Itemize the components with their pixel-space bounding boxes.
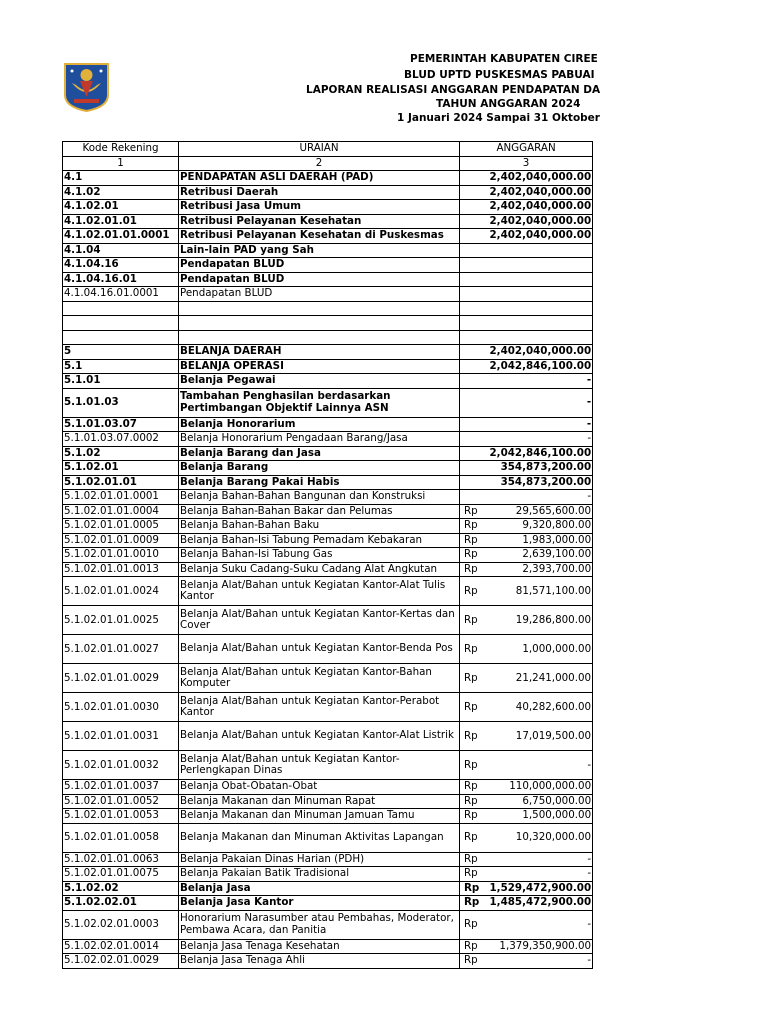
cell-kode-rekening: 5.1.02.01 [63, 461, 179, 476]
cell-uraian: Belanja Jasa Kantor [179, 896, 460, 911]
header-government-name: PEMERINTAH KABUPATEN CIREE [410, 53, 598, 65]
cell-kode-rekening: 5.1.01.03.07 [63, 417, 179, 432]
table-row [63, 910, 593, 939]
table-row [63, 345, 593, 360]
cell-uraian: Pendapatan BLUD [179, 287, 460, 302]
cell-currency: Rp [460, 504, 489, 519]
table-row [63, 432, 593, 447]
cell-anggaran: 2,402,040,000.00 [489, 345, 592, 358]
table-row [63, 374, 593, 389]
cell-anggaran: 2,402,040,000.00 [489, 200, 592, 213]
table-row [63, 490, 593, 505]
cell-currency [460, 432, 489, 447]
regency-emblem-logo [62, 61, 111, 113]
cell-currency: Rp [460, 577, 489, 606]
cell-kode-rekening: 5.1.02 [63, 446, 179, 461]
cell-kode-rekening: 5.1.02.01.01.0025 [63, 606, 179, 635]
cell-currency [460, 185, 489, 200]
cell-currency [460, 461, 489, 476]
cell-anggaran [489, 272, 593, 287]
table-row [63, 823, 593, 852]
cell-uraian: Belanja Jasa Tenaga Ahli [179, 954, 460, 969]
cell-uraian: Belanja Honorarium [179, 417, 460, 432]
cell-uraian: Lain-lain PAD yang Sah [179, 243, 460, 258]
cell-anggaran: 2,402,040,000.00 [489, 229, 592, 242]
cell-currency [460, 417, 489, 432]
cell-uraian: Retribusi Pelayanan Kesehatan [179, 214, 460, 229]
cell-currency: Rp [460, 867, 489, 882]
table-row [63, 214, 593, 229]
cell-kode-rekening: 4.1.04 [63, 243, 179, 258]
cell-kode-rekening: 5.1.02.01.01.0037 [63, 780, 179, 795]
table-row [63, 635, 593, 664]
cell-currency: Rp [460, 606, 489, 635]
cell-anggaran: - [489, 432, 593, 447]
cell-anggaran: 2,393,700.00 [489, 562, 593, 577]
cell-currency: Rp [460, 635, 489, 664]
cell-anggaran: 110,000,000.00 [489, 780, 593, 795]
table-row [63, 896, 593, 911]
cell-uraian: Belanja Pakaian Batik Tradisional [179, 867, 460, 882]
cell-kode-rekening [63, 316, 179, 331]
cell-currency: Rp [460, 823, 489, 852]
cell-anggaran: 6,750,000.00 [489, 794, 593, 809]
table-row [63, 287, 593, 302]
cell-kode-rekening: 5.1.02.01.01.0010 [63, 548, 179, 563]
cell-anggaran: 1,379,350,900.00 [489, 939, 593, 954]
table-row [63, 475, 593, 490]
cell-uraian: Belanja Honorarium Pengadaan Barang/Jasa [179, 432, 460, 447]
cell-anggaran [489, 316, 593, 331]
cell-kode-rekening: 5.1.02.01.01.0052 [63, 794, 179, 809]
table-row [63, 794, 593, 809]
table-row [63, 954, 593, 969]
cell-kode-rekening: 5.1.02.01.01.0027 [63, 635, 179, 664]
cell-kode-rekening: 5.1.02.02.01.0003 [63, 910, 179, 939]
cell-anggaran [489, 330, 593, 345]
cell-anggaran: 40,282,600.00 [489, 693, 593, 722]
table-row [63, 388, 593, 417]
cell-kode-rekening [63, 330, 179, 345]
cell-kode-rekening: 5.1.02.01.01.0024 [63, 577, 179, 606]
cell-currency [460, 214, 489, 229]
cell-anggaran: 19,286,800.00 [489, 606, 593, 635]
cell-uraian: Belanja Alat/Bahan untuk Kegiatan Kantor-Kertas dan Cover [179, 606, 460, 635]
cell-currency [460, 287, 489, 302]
table-row [63, 577, 593, 606]
cell-uraian: Retribusi Pelayanan Kesehatan di Puskesmas [179, 229, 460, 244]
cell-currency: Rp [460, 548, 489, 563]
cell-uraian: Tambahan Penghasilan berdasarkan Pertimbangan Objektif Lainnya ASN [179, 388, 460, 417]
cell-anggaran [489, 301, 593, 316]
table-row [63, 751, 593, 780]
cell-uraian: Belanja Obat-Obatan-Obat [179, 780, 460, 795]
table-row [63, 229, 593, 244]
cell-kode-rekening: 5.1.02.01.01.0032 [63, 751, 179, 780]
cell-anggaran: 81,571,100.00 [489, 577, 593, 606]
cell-anggaran: 2,402,040,000.00 [489, 185, 592, 198]
cell-currency: Rp [460, 794, 489, 809]
cell-uraian: Belanja Bahan-Bahan Bangunan dan Konstruksi [179, 490, 460, 505]
column-number-3: 3 [460, 156, 593, 171]
cell-kode-rekening: 5.1 [63, 359, 179, 374]
cell-anggaran: 29,565,600.00 [489, 504, 593, 519]
cell-currency [460, 316, 489, 331]
cell-uraian: Belanja Alat/Bahan untuk Kegiatan Kantor-Perabot Kantor [179, 693, 460, 722]
cell-currency: Rp [460, 896, 489, 911]
cell-uraian: Pendapatan BLUD [179, 258, 460, 273]
cell-currency [460, 388, 489, 417]
cell-currency: Rp [460, 664, 489, 693]
cell-currency: Rp [460, 533, 489, 548]
table-row [63, 446, 593, 461]
cell-currency: Rp [460, 562, 489, 577]
cell-anggaran: - [489, 374, 593, 389]
table-row [63, 881, 593, 896]
cell-currency [460, 272, 489, 287]
cell-currency: Rp [460, 751, 489, 780]
cell-anggaran [489, 243, 593, 258]
cell-anggaran: - [489, 490, 593, 505]
cell-currency: Rp [460, 852, 489, 867]
cell-uraian: BELANJA OPERASI [179, 359, 460, 374]
cell-uraian: BELANJA DAERAH [179, 345, 460, 360]
cell-currency [460, 229, 489, 244]
cell-anggaran: 354,873,200.00 [489, 461, 593, 476]
cell-kode-rekening: 4.1.04.16.01 [63, 272, 179, 287]
cell-kode-rekening: 5.1.02.01.01.0053 [63, 809, 179, 824]
cell-kode-rekening: 5.1.02.01.01.0031 [63, 722, 179, 751]
table-row [63, 316, 593, 331]
cell-anggaran: - [489, 751, 593, 780]
cell-kode-rekening: 5.1.01.03 [63, 388, 179, 417]
table-row [63, 417, 593, 432]
cell-anggaran: 21,241,000.00 [489, 664, 593, 693]
cell-uraian: Belanja Alat/Bahan untuk Kegiatan Kantor-Alat Tulis Kantor [179, 577, 460, 606]
cell-kode-rekening [63, 301, 179, 316]
table-row [63, 852, 593, 867]
table-row [63, 185, 593, 200]
cell-kode-rekening: 5.1.02.02.01.0014 [63, 939, 179, 954]
cell-currency [460, 359, 489, 374]
cell-anggaran: 1,529,472,900.00 [489, 881, 592, 894]
cell-anggaran: - [489, 417, 593, 432]
cell-uraian: Belanja Alat/Bahan untuk Kegiatan Kantor-Bahan Komputer [179, 664, 460, 693]
cell-currency [460, 171, 489, 186]
table-row [63, 504, 593, 519]
cell-kode-rekening: 5.1.02.01.01.0013 [63, 562, 179, 577]
cell-anggaran: 17,019,500.00 [489, 722, 593, 751]
cell-kode-rekening: 5.1.02.02.01.0029 [63, 954, 179, 969]
cell-currency: Rp [460, 954, 489, 969]
cell-currency: Rp [460, 809, 489, 824]
table-row [63, 519, 593, 534]
cell-anggaran: 2,042,846,100.00 [489, 446, 592, 459]
cell-uraian: Belanja Barang dan Jasa [179, 446, 460, 461]
cell-kode-rekening: 4.1.02.01.01 [63, 214, 179, 229]
cell-uraian: Belanja Makanan dan Minuman Jamuan Tamu [179, 809, 460, 824]
cell-anggaran: - [489, 910, 593, 939]
cell-currency [460, 374, 489, 389]
cell-uraian [179, 316, 460, 331]
table-row [63, 258, 593, 273]
cell-currency [460, 301, 489, 316]
table-row [63, 243, 593, 258]
cell-currency: Rp [460, 910, 489, 939]
table-row [63, 359, 593, 374]
cell-kode-rekening: 5.1.02.01.01.0075 [63, 867, 179, 882]
cell-uraian: Belanja Suku Cadang-Suku Cadang Alat Angkutan [179, 562, 460, 577]
table-row [63, 722, 593, 751]
table-row [63, 809, 593, 824]
cell-anggaran: 9,320,800.00 [489, 519, 593, 534]
table-row [63, 562, 593, 577]
cell-uraian: Belanja Jasa [179, 881, 460, 896]
cell-kode-rekening: 5.1.02.01.01.0001 [63, 490, 179, 505]
cell-currency: Rp [460, 693, 489, 722]
cell-uraian: Belanja Makanan dan Minuman Rapat [179, 794, 460, 809]
cell-uraian [179, 330, 460, 345]
cell-kode-rekening: 5.1.02.01.01.0030 [63, 693, 179, 722]
header-report-title: LAPORAN REALISASI ANGGARAN PENDAPATAN DA [306, 84, 601, 96]
cell-uraian: Honorarium Narasumber atau Pembahas, Moderator, Pembawa Acara, dan Panitia [179, 910, 460, 939]
cell-uraian: Belanja Bahan-Bahan Baku [179, 519, 460, 534]
cell-uraian: Pendapatan BLUD [179, 272, 460, 287]
cell-uraian: Retribusi Jasa Umum [179, 200, 460, 215]
budget-realization-table [62, 141, 593, 969]
cell-anggaran [489, 258, 593, 273]
cell-anggaran: 1,000,000.00 [489, 635, 593, 664]
cell-uraian: PENDAPATAN ASLI DAERAH (PAD) [179, 171, 460, 186]
header-institution-name: BLUD UPTD PUSKESMAS PABUAI [404, 69, 595, 81]
table-row [63, 171, 593, 186]
cell-currency: Rp [460, 881, 489, 896]
cell-kode-rekening: 5.1.02.01.01.0009 [63, 533, 179, 548]
table-row [63, 301, 593, 316]
header-period: 1 Januari 2024 Sampai 31 Oktober [397, 112, 600, 124]
cell-uraian: Belanja Bahan-Bahan Bakar dan Pelumas [179, 504, 460, 519]
cell-currency [460, 345, 489, 360]
cell-uraian: Belanja Pegawai [179, 374, 460, 389]
cell-uraian: Belanja Alat/Bahan untuk Kegiatan Kantor-Alat Listrik [179, 722, 460, 751]
cell-anggaran: 1,485,472,900.00 [489, 896, 592, 909]
column-header-anggaran: ANGGARAN [460, 142, 593, 157]
table-row [63, 272, 593, 287]
cell-anggaran: 2,042,846,100.00 [489, 359, 592, 372]
cell-currency [460, 258, 489, 273]
table-row [63, 533, 593, 548]
cell-kode-rekening: 5.1.01.03.07.0002 [63, 432, 179, 447]
table-row [63, 780, 593, 795]
table-row [63, 606, 593, 635]
cell-uraian: Belanja Alat/Bahan untuk Kegiatan Kantor-Benda Pos [179, 635, 460, 664]
column-header-kode: Kode Rekening [63, 142, 179, 157]
cell-kode-rekening: 5.1.02.01.01.0029 [63, 664, 179, 693]
cell-anggaran: 1,983,000.00 [489, 533, 593, 548]
cell-kode-rekening: 5.1.02.01.01.0004 [63, 504, 179, 519]
table-row [63, 461, 593, 476]
cell-anggaran: 354,873,200.00 [489, 475, 593, 490]
cell-anggaran [489, 287, 593, 302]
cell-currency [460, 475, 489, 490]
cell-anggaran: 2,639,100.00 [489, 548, 593, 563]
table-row [63, 200, 593, 215]
cell-kode-rekening: 4.1.04.16.01.0001 [63, 287, 179, 302]
cell-anggaran: - [489, 852, 593, 867]
cell-currency: Rp [460, 780, 489, 795]
cell-uraian: Retribusi Daerah [179, 185, 460, 200]
cell-uraian: Belanja Bahan-Isi Tabung Pemadam Kebakaran [179, 533, 460, 548]
cell-kode-rekening: 5.1.02.01.01 [63, 475, 179, 490]
cell-currency [460, 490, 489, 505]
cell-uraian: Belanja Jasa Tenaga Kesehatan [179, 939, 460, 954]
cell-uraian: Belanja Bahan-Isi Tabung Gas [179, 548, 460, 563]
cell-anggaran: 1,500,000.00 [489, 809, 593, 824]
cell-kode-rekening: 5.1.02.02 [63, 881, 179, 896]
column-header-uraian: URAIAN [179, 142, 460, 157]
cell-currency [460, 330, 489, 345]
header-fiscal-year: TAHUN ANGGARAN 2024 [436, 98, 581, 110]
column-number-1: 1 [63, 156, 179, 171]
table-row [63, 939, 593, 954]
cell-anggaran: 2,402,040,000.00 [489, 171, 592, 184]
cell-kode-rekening: 4.1 [63, 171, 179, 186]
cell-kode-rekening: 5.1.02.02.01 [63, 896, 179, 911]
cell-kode-rekening: 4.1.02.01.01.0001 [63, 229, 179, 244]
table-row [63, 664, 593, 693]
cell-kode-rekening: 4.1.04.16 [63, 258, 179, 273]
cell-uraian: Belanja Barang [179, 461, 460, 476]
cell-kode-rekening: 4.1.02.01 [63, 200, 179, 215]
cell-anggaran: - [489, 388, 593, 417]
cell-currency [460, 243, 489, 258]
cell-kode-rekening: 5 [63, 345, 179, 360]
column-number-2: 2 [179, 156, 460, 171]
cell-uraian: Belanja Alat/Bahan untuk Kegiatan Kantor-Perlengkapan Dinas [179, 751, 460, 780]
cell-anggaran: 10,320,000.00 [489, 823, 593, 852]
cell-kode-rekening: 4.1.02 [63, 185, 179, 200]
cell-currency: Rp [460, 722, 489, 751]
cell-currency [460, 200, 489, 215]
cell-currency [460, 446, 489, 461]
cell-kode-rekening: 5.1.01 [63, 374, 179, 389]
cell-anggaran: - [489, 954, 593, 969]
cell-uraian: Belanja Barang Pakai Habis [179, 475, 460, 490]
cell-kode-rekening: 5.1.02.01.01.0063 [63, 852, 179, 867]
cell-currency: Rp [460, 939, 489, 954]
table-row [63, 548, 593, 563]
table-row [63, 330, 593, 345]
table-row [63, 693, 593, 722]
table-body [63, 171, 593, 969]
table-row [63, 867, 593, 882]
cell-currency: Rp [460, 519, 489, 534]
cell-kode-rekening: 5.1.02.01.01.0058 [63, 823, 179, 852]
cell-uraian: Belanja Pakaian Dinas Harian (PDH) [179, 852, 460, 867]
cell-anggaran: 2,402,040,000.00 [489, 214, 592, 227]
cell-anggaran: - [489, 867, 593, 882]
cell-uraian [179, 301, 460, 316]
cell-uraian: Belanja Makanan dan Minuman Aktivitas Lapangan [179, 823, 460, 852]
cell-kode-rekening: 5.1.02.01.01.0005 [63, 519, 179, 534]
